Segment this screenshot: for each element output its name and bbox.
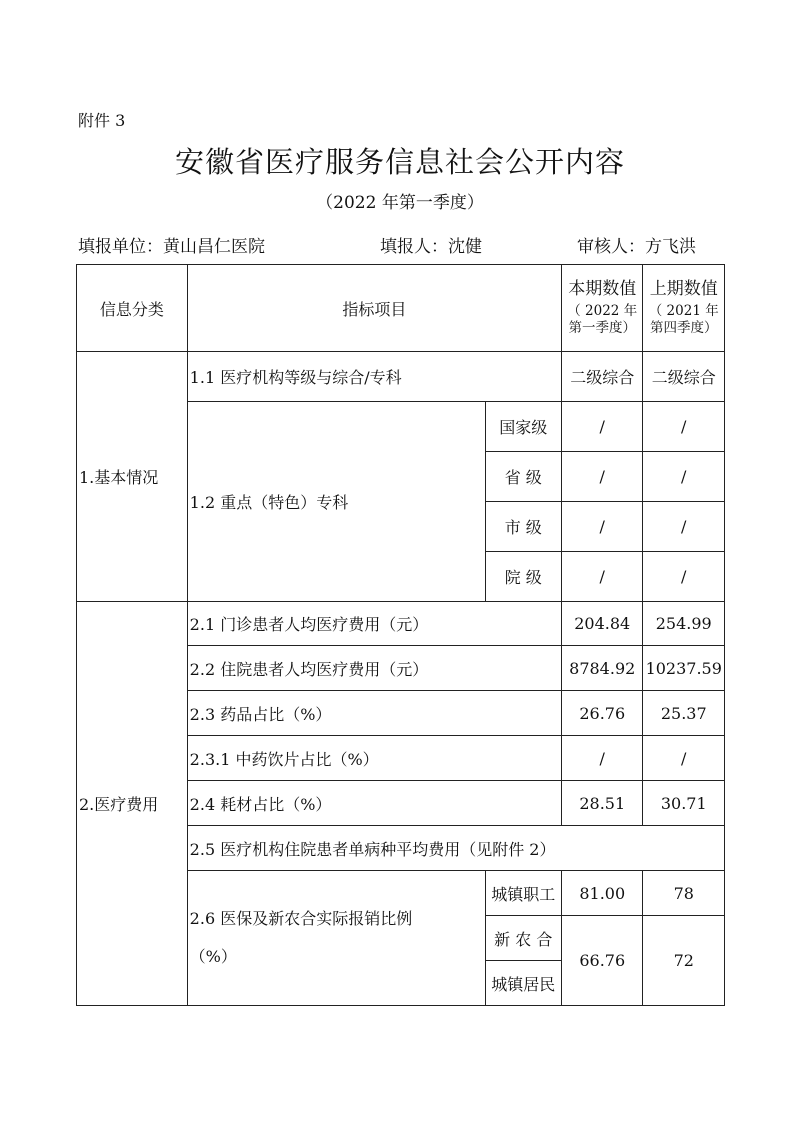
previous-value: 10237.59 (643, 646, 725, 691)
previous-value: / (643, 402, 725, 452)
page-title: 安徽省医疗服务信息社会公开内容 (174, 145, 625, 179)
current-value: 8784.92 (561, 646, 643, 691)
current-value: 204.84 (561, 602, 643, 646)
previous-value: 30.71 (643, 781, 725, 826)
table-row (77, 352, 725, 402)
row-label: 2.3 药品占比（%） (187, 691, 561, 736)
header-previous (643, 265, 725, 352)
current-value: 26.76 (561, 691, 643, 736)
previous-value: / (643, 502, 725, 552)
header-current (561, 265, 643, 352)
current-value: 28.51 (561, 781, 643, 826)
row-label: 2.3.1 中药饮片占比（%） (187, 736, 561, 781)
row-label-single-disease-cost: 2.5 医疗机构住院患者单病种平均费用（见附件 2） (187, 826, 724, 871)
row-label: 2.4 耗材占比（%） (187, 781, 561, 826)
level-label: 国家级 (485, 402, 561, 452)
page-subtitle: （2022 年第一季度） (316, 193, 484, 213)
insurance-type-label: 新 农 合 (485, 916, 561, 961)
insurance-type-label: 城镇居民 (485, 961, 561, 1006)
current-value: / (561, 736, 643, 781)
previous-value: 25.37 (643, 691, 725, 736)
level-label: 院 级 (485, 552, 561, 602)
row-label: 1.1 医疗机构等级与综合/专科 (187, 352, 561, 402)
header-current-label: 本期数值 (568, 279, 637, 299)
reimbursement-label-line1: 2.6 医保及新农合实际报销比例 (189, 909, 413, 928)
header-previous-label: 上期数值 (649, 279, 718, 299)
header-current-period: （ 2022 年 第一季度） (567, 303, 638, 336)
current-value: / (561, 402, 643, 452)
attachment-label: 附件 3 (78, 111, 126, 130)
previous-value: / (643, 736, 725, 781)
current-value: 81.00 (561, 871, 643, 916)
info-table (76, 264, 725, 1006)
previous-value: 78 (643, 871, 725, 916)
level-label: 省 级 (485, 452, 561, 502)
previous-value: / (643, 552, 725, 602)
table-row (77, 602, 725, 646)
filler-name: 填报人：沈健 (380, 237, 482, 257)
reimbursement-label-line2: （%） (189, 947, 237, 966)
row-label-reimbursement (187, 871, 485, 1006)
current-value: 二级综合 (561, 352, 643, 402)
previous-value: / (643, 452, 725, 502)
insurance-type-label: 城镇职工 (485, 871, 561, 916)
row-label: 1.2 重点（特色）专科 (187, 402, 485, 602)
section-basic-label: 1.基本情况 (77, 352, 188, 602)
current-value: / (561, 452, 643, 502)
row-label: 2.1 门诊患者人均医疗费用（元） (187, 602, 561, 646)
header-category: 信息分类 (77, 265, 188, 352)
current-value: / (561, 502, 643, 552)
header-indicator: 指标项目 (187, 265, 561, 352)
table-header-row (77, 265, 725, 352)
reviewer-name: 审核人：方飞洪 (577, 237, 696, 257)
header-previous-period: （ 2021 年 第四季度） (648, 303, 719, 336)
previous-value-merged: 72 (643, 916, 725, 1006)
previous-value: 254.99 (643, 602, 725, 646)
previous-value: 二级综合 (643, 352, 725, 402)
reporting-unit: 填报单位：黄山昌仁医院 (78, 237, 265, 257)
level-label: 市 级 (485, 502, 561, 552)
row-label: 2.2 住院患者人均医疗费用（元） (187, 646, 561, 691)
section-cost-label: 2.医疗费用 (77, 602, 188, 1006)
current-value: / (561, 552, 643, 602)
current-value-merged: 66.76 (561, 916, 643, 1006)
